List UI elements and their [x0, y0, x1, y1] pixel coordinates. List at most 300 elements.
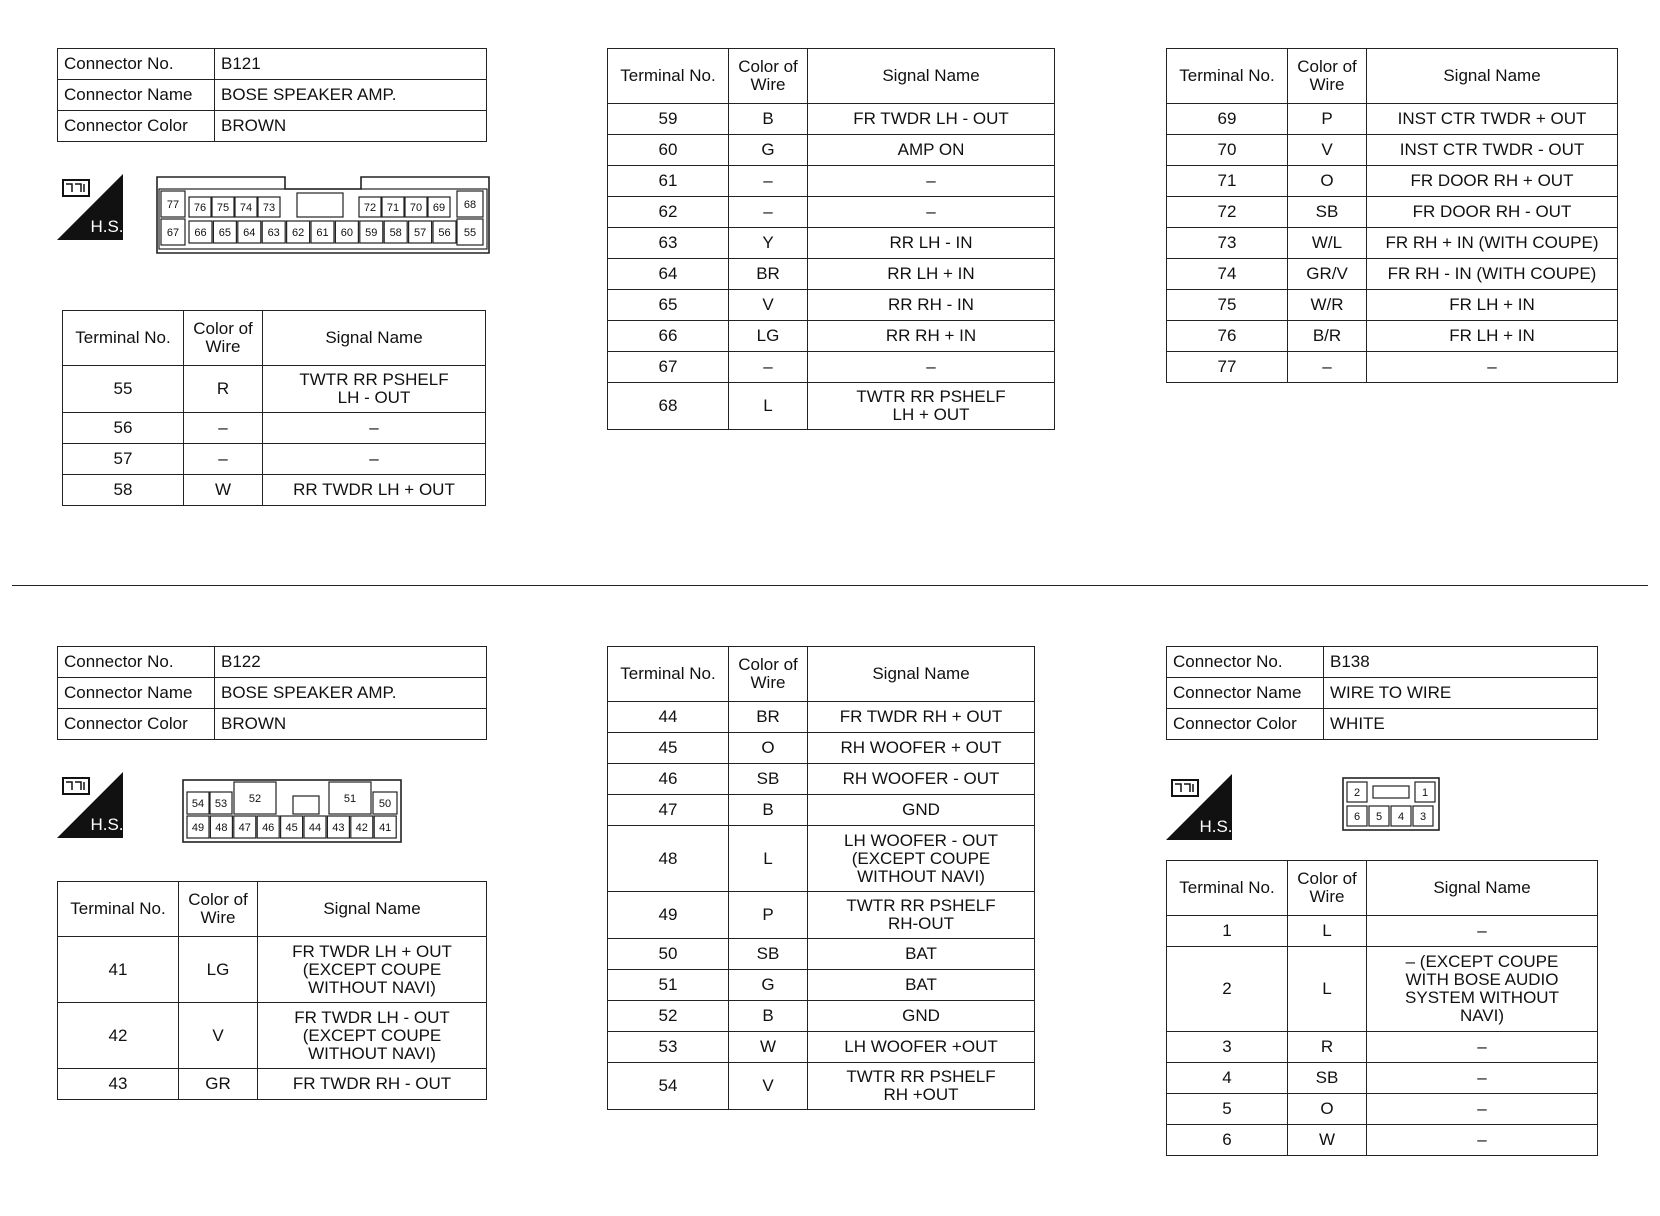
- pin-number: 76: [193, 202, 207, 214]
- table-row: [608, 197, 1055, 228]
- signal-name-line: RR RH - IN: [888, 295, 974, 314]
- terminal-no-cell: 63: [608, 228, 729, 259]
- terminal-no-cell: 46: [608, 764, 729, 795]
- pin-number: 51: [343, 793, 357, 805]
- signal-name-cell: [808, 104, 1055, 135]
- pin-number: 46: [262, 822, 275, 834]
- terminal-no-cell: 70: [1167, 135, 1288, 166]
- table-row: [63, 413, 486, 444]
- signal-name-line: WITHOUT NAVI): [308, 1043, 436, 1063]
- connector-no-label: Connector No.: [58, 647, 215, 678]
- signal-name-line: – (EXCEPT COUPE: [1405, 952, 1559, 971]
- signal-name-cell: [258, 937, 487, 1003]
- terminal-no-cell: 53: [608, 1032, 729, 1063]
- signal-name-cell: [1367, 104, 1618, 135]
- terminal-no-cell: 68: [608, 383, 729, 430]
- wire-color-cell: B: [729, 795, 808, 826]
- signal-name-line: RR TWDR LH + OUT: [293, 480, 455, 499]
- signal-name-cell: [808, 939, 1035, 970]
- terminal-no-cell: 61: [608, 166, 729, 197]
- terminal-no-cell: 42: [58, 1003, 179, 1069]
- pin-number: 44: [308, 822, 322, 834]
- table-row: [608, 1001, 1035, 1032]
- pin-number: 67: [166, 227, 180, 239]
- signal-name-line: RR LH + IN: [887, 264, 975, 283]
- signal-name-header: Signal Name: [263, 311, 486, 366]
- signal-name-header: Signal Name: [808, 647, 1035, 702]
- signal-name-cell: [1367, 1032, 1598, 1063]
- wire-color-cell: –: [729, 166, 808, 197]
- connector-name-label: Connector Name: [58, 80, 215, 111]
- table-row: [1167, 135, 1618, 166]
- signal-name-line: –: [1477, 921, 1487, 940]
- signal-name-line: LH + OUT: [892, 405, 970, 424]
- wire-color-cell: G: [729, 135, 808, 166]
- wire-color-cell: SB: [729, 939, 808, 970]
- table-row: [1167, 104, 1618, 135]
- signal-name-cell: [1367, 321, 1618, 352]
- terminal-no-header: Terminal No.: [608, 647, 729, 702]
- terminal-no-cell: 6: [1167, 1125, 1288, 1156]
- b138-connector-info: [1166, 646, 1598, 740]
- signal-name-cell: [1367, 290, 1618, 321]
- table-row: [608, 970, 1035, 1001]
- pin-cell: [297, 193, 343, 217]
- pin-number: 54: [191, 798, 205, 810]
- wire-color-cell: B: [729, 104, 808, 135]
- signal-name-line: RH-OUT: [887, 914, 955, 933]
- table-row: [1167, 259, 1618, 290]
- wire-color-cell: SB: [1288, 1063, 1367, 1094]
- signal-name-cell: [808, 1063, 1035, 1110]
- signal-name-line: FR TWDR LH - OUT: [294, 1007, 450, 1027]
- pin-number: 71: [386, 202, 400, 214]
- wire-color-cell: SB: [1288, 197, 1367, 228]
- wire-color-cell: P: [1288, 104, 1367, 135]
- signal-name-line: FR TWDR LH - OUT: [853, 109, 1009, 128]
- signal-name-line: FR RH - IN (WITH COUPE): [1387, 264, 1597, 283]
- terminal-no-cell: 57: [63, 444, 184, 475]
- terminal-no-cell: 52: [608, 1001, 729, 1032]
- pin-number: 72: [363, 202, 377, 214]
- terminal-no-cell: 58: [63, 475, 184, 506]
- signal-name-line: RH +OUT: [883, 1085, 959, 1104]
- wire-color-header: Color of Wire: [1288, 861, 1367, 916]
- terminal-no-header: Terminal No.: [608, 49, 729, 104]
- hs-harness-side-icon: [57, 174, 123, 240]
- signal-name-cell: [808, 970, 1035, 1001]
- wire-color-cell: GR: [179, 1069, 258, 1100]
- pin-number: 3: [1419, 811, 1427, 823]
- terminal-table-41-43: [57, 881, 487, 1100]
- wire-color-cell: O: [729, 733, 808, 764]
- signal-name-line: FR DOOR RH + OUT: [1410, 171, 1574, 190]
- terminal-no-cell: 45: [608, 733, 729, 764]
- signal-name-line: FR TWDR LH + OUT: [292, 941, 452, 961]
- wire-color-cell: V: [1288, 135, 1367, 166]
- table-row: [608, 259, 1055, 290]
- signal-name-cell: [1367, 947, 1598, 1032]
- signal-name-line: –: [926, 171, 936, 190]
- pin-number: 43: [332, 822, 345, 834]
- signal-name-line: INST CTR TWDR - OUT: [1399, 140, 1585, 159]
- signal-name-cell: [808, 259, 1055, 290]
- terminal-table-44-54: [607, 646, 1035, 1110]
- wire-color-cell: –: [184, 413, 263, 444]
- table-row: [608, 1032, 1035, 1063]
- connector-name-value: WIRE TO WIRE: [1324, 678, 1598, 709]
- table-row: [608, 135, 1055, 166]
- terminal-no-cell: 62: [608, 197, 729, 228]
- signal-name-cell: [1367, 1063, 1598, 1094]
- signal-name-line: INST CTR TWDR + OUT: [1397, 109, 1587, 128]
- signal-name-cell: [808, 795, 1035, 826]
- signal-name-header: Signal Name: [1367, 861, 1598, 916]
- connector-color-label: Connector Color: [1167, 709, 1324, 740]
- connector-color-value: BROWN: [215, 111, 487, 142]
- terminal-no-cell: 71: [1167, 166, 1288, 197]
- table-row: [1167, 916, 1598, 947]
- pin-number: 58: [389, 227, 402, 239]
- pin-number: 77: [166, 199, 180, 211]
- connector-color-label: Connector Color: [58, 111, 215, 142]
- table-row: [63, 475, 486, 506]
- pin-number: 62: [291, 227, 305, 239]
- wire-color-cell: R: [184, 366, 263, 413]
- terminal-no-cell: 49: [608, 892, 729, 939]
- connector-name-label: Connector Name: [58, 678, 215, 709]
- wire-color-cell: L: [1288, 916, 1367, 947]
- signal-name-line: (EXCEPT COUPE: [851, 848, 991, 868]
- hs-label: H.S.: [90, 815, 123, 834]
- signal-name-line: LH WOOFER - OUT: [844, 830, 998, 850]
- pin-number: 68: [463, 199, 477, 211]
- terminal-no-cell: 75: [1167, 290, 1288, 321]
- signal-name-line: GND: [902, 800, 940, 819]
- signal-name-line: WITHOUT NAVI): [308, 977, 436, 997]
- wire-color-cell: G: [729, 970, 808, 1001]
- signal-name-cell: [808, 892, 1035, 939]
- signal-name-cell: [808, 1032, 1035, 1063]
- signal-name-line: FR TWDR RH + OUT: [839, 707, 1003, 726]
- terminal-no-cell: 67: [608, 352, 729, 383]
- terminal-no-cell: 43: [58, 1069, 179, 1100]
- connector-no-label: Connector No.: [58, 49, 215, 80]
- table-row: [608, 1063, 1035, 1110]
- table-row: [608, 795, 1035, 826]
- pin-number: 49: [191, 822, 205, 834]
- terminal-no-cell: 41: [58, 937, 179, 1003]
- table-row: [608, 764, 1035, 795]
- terminal-no-cell: 48: [608, 826, 729, 892]
- signal-name-cell: [263, 444, 486, 475]
- wire-color-cell: W: [184, 475, 263, 506]
- terminal-no-cell: 44: [608, 702, 729, 733]
- table-row: [608, 228, 1055, 259]
- terminal-no-header: Terminal No.: [1167, 49, 1288, 104]
- terminal-no-cell: 77: [1167, 352, 1288, 383]
- pin-number: 65: [218, 227, 232, 239]
- terminal-no-cell: 5: [1167, 1094, 1288, 1125]
- signal-name-cell: [808, 228, 1055, 259]
- pin-number: 4: [1397, 811, 1405, 823]
- signal-name-line: BAT: [905, 944, 937, 963]
- signal-name-line: FR DOOR RH - OUT: [1412, 202, 1572, 221]
- wire-color-cell: GR/V: [1288, 259, 1367, 290]
- table-row: [63, 444, 486, 475]
- table-row: [1167, 352, 1618, 383]
- wire-color-cell: R: [1288, 1032, 1367, 1063]
- b121-connector-face: [155, 175, 491, 260]
- connector-color-value: BROWN: [215, 709, 487, 740]
- signal-name-line: SYSTEM WITHOUT: [1405, 988, 1559, 1007]
- pin-number: 2: [1353, 787, 1361, 799]
- connector-no-value: B122: [215, 647, 487, 678]
- terminal-table-55-58: [62, 310, 486, 506]
- wire-color-header: Color of Wire: [729, 49, 808, 104]
- table-row: [58, 937, 487, 1003]
- terminal-no-cell: 47: [608, 795, 729, 826]
- signal-name-line: FR RH + IN (WITH COUPE): [1385, 233, 1599, 252]
- pin-number: 1: [1421, 787, 1429, 799]
- wire-color-cell: –: [729, 197, 808, 228]
- terminal-table-59-68: [607, 48, 1055, 430]
- table-row: [63, 366, 486, 413]
- pin-number: 73: [262, 202, 276, 214]
- signal-name-line: TWTR RR PSHELF: [846, 896, 996, 915]
- pin-cell: [293, 796, 319, 814]
- signal-name-cell: [808, 166, 1055, 197]
- terminal-no-cell: 51: [608, 970, 729, 1001]
- table-row: [608, 733, 1035, 764]
- terminal-no-cell: 60: [608, 135, 729, 166]
- wire-color-header: Color of Wire: [179, 882, 258, 937]
- signal-name-line: RR LH - IN: [889, 233, 973, 252]
- table-row: [1167, 197, 1618, 228]
- terminal-no-cell: 1: [1167, 916, 1288, 947]
- wire-color-cell: BR: [729, 259, 808, 290]
- terminal-no-cell: 59: [608, 104, 729, 135]
- table-row: [1167, 947, 1598, 1032]
- terminal-no-cell: 4: [1167, 1063, 1288, 1094]
- table-row: [608, 290, 1055, 321]
- signal-name-line: RR RH + IN: [885, 326, 977, 345]
- terminal-no-cell: 74: [1167, 259, 1288, 290]
- pin-number: 64: [243, 227, 256, 239]
- signal-name-line: RH WOOFER + OUT: [840, 738, 1002, 757]
- terminal-table-1-6: [1166, 860, 1598, 1156]
- signal-name-line: LH - OUT: [337, 388, 411, 407]
- pin-number: 57: [413, 227, 427, 239]
- wire-color-cell: L: [1288, 947, 1367, 1032]
- table-row: [1167, 1032, 1598, 1063]
- pin-number: 41: [379, 822, 392, 834]
- table-row: [608, 166, 1055, 197]
- terminal-no-cell: 2: [1167, 947, 1288, 1032]
- signal-name-line: –: [1487, 357, 1497, 376]
- terminal-table-69-77: [1166, 48, 1618, 383]
- wire-color-cell: W: [1288, 1125, 1367, 1156]
- wire-color-cell: V: [179, 1003, 258, 1069]
- pin-number: 59: [365, 227, 378, 239]
- terminal-no-cell: 66: [608, 321, 729, 352]
- terminal-no-cell: 50: [608, 939, 729, 970]
- signal-name-line: TWTR RR PSHELF: [299, 370, 449, 389]
- signal-name-cell: [1367, 197, 1618, 228]
- pin-number: 60: [340, 227, 354, 239]
- wire-color-cell: LG: [179, 937, 258, 1003]
- wire-color-cell: P: [729, 892, 808, 939]
- section-divider: [12, 585, 1648, 586]
- signal-name-line: BAT: [905, 975, 937, 994]
- signal-name-cell: [808, 383, 1055, 430]
- table-row: [58, 1069, 487, 1100]
- terminal-no-header: Terminal No.: [58, 882, 179, 937]
- signal-name-cell: [808, 1001, 1035, 1032]
- table-row: [608, 702, 1035, 733]
- wire-color-cell: LG: [729, 321, 808, 352]
- signal-name-cell: [1367, 1125, 1598, 1156]
- signal-name-line: RH WOOFER - OUT: [842, 769, 1000, 788]
- signal-name-line: WITH BOSE AUDIO: [1405, 970, 1559, 989]
- signal-name-cell: [808, 702, 1035, 733]
- pin-number: 75: [216, 202, 230, 214]
- signal-name-cell: [1367, 259, 1618, 290]
- table-row: [608, 892, 1035, 939]
- terminal-no-cell: 64: [608, 259, 729, 290]
- pin-number: 56: [438, 227, 451, 239]
- wire-color-cell: –: [1288, 352, 1367, 383]
- signal-name-line: LH WOOFER +OUT: [844, 1037, 998, 1056]
- terminal-no-cell: 56: [63, 413, 184, 444]
- pin-number: 42: [355, 822, 368, 834]
- wire-color-cell: –: [729, 352, 808, 383]
- signal-name-header: Signal Name: [1367, 49, 1618, 104]
- table-row: [1167, 1063, 1598, 1094]
- wire-color-cell: V: [729, 290, 808, 321]
- signal-name-cell: [808, 764, 1035, 795]
- table-row: [608, 352, 1055, 383]
- table-row: [1167, 166, 1618, 197]
- wire-color-cell: L: [729, 383, 808, 430]
- terminal-no-cell: 65: [608, 290, 729, 321]
- table-row: [1167, 228, 1618, 259]
- terminal-no-cell: 72: [1167, 197, 1288, 228]
- wire-color-cell: BR: [729, 702, 808, 733]
- pin-number: 50: [378, 798, 392, 810]
- wire-color-header: Color of Wire: [1288, 49, 1367, 104]
- wire-color-header: Color of Wire: [729, 647, 808, 702]
- signal-name-line: AMP ON: [897, 140, 965, 159]
- connector-color-value: WHITE: [1324, 709, 1598, 740]
- signal-name-line: FR LH + IN: [1449, 326, 1535, 345]
- signal-name-header: Signal Name: [258, 882, 487, 937]
- signal-name-cell: [258, 1069, 487, 1100]
- pin-number: 74: [239, 202, 253, 214]
- hs-label: H.S.: [90, 217, 123, 236]
- signal-name-line: TWTR RR PSHELF: [846, 1067, 996, 1086]
- terminal-no-cell: 73: [1167, 228, 1288, 259]
- signal-name-line: –: [1477, 1130, 1487, 1149]
- signal-name-line: –: [369, 418, 379, 437]
- wire-color-cell: –: [184, 444, 263, 475]
- connector-no-value: B121: [215, 49, 487, 80]
- signal-name-cell: [1367, 228, 1618, 259]
- signal-name-cell: [808, 733, 1035, 764]
- signal-name-cell: [1367, 352, 1618, 383]
- signal-name-cell: [808, 135, 1055, 166]
- signal-name-line: FR LH + IN: [1449, 295, 1535, 314]
- wire-color-cell: L: [729, 826, 808, 892]
- wire-color-cell: SB: [729, 764, 808, 795]
- signal-name-line: (EXCEPT COUPE: [302, 1025, 442, 1045]
- pin-number: 63: [267, 227, 280, 239]
- signal-name-cell: [808, 352, 1055, 383]
- hs-label: H.S.: [1199, 817, 1232, 836]
- pin-number: 61: [316, 227, 329, 239]
- signal-name-line: –: [926, 202, 936, 221]
- signal-name-line: –: [369, 449, 379, 468]
- pin-number: 66: [194, 227, 207, 239]
- pin-number: 6: [1353, 811, 1361, 823]
- table-row: [608, 321, 1055, 352]
- signal-name-cell: [808, 197, 1055, 228]
- pin-number: 5: [1375, 811, 1383, 823]
- connector-name-value: BOSE SPEAKER AMP.: [215, 80, 487, 111]
- pin-number: 48: [215, 822, 228, 834]
- table-row: [608, 826, 1035, 892]
- hs-harness-side-icon: [57, 772, 123, 838]
- connector-color-label: Connector Color: [58, 709, 215, 740]
- table-row: [58, 1003, 487, 1069]
- signal-name-cell: [1367, 166, 1618, 197]
- signal-name-cell: [1367, 1094, 1598, 1125]
- pin-number: 53: [214, 798, 228, 810]
- wire-color-cell: W: [729, 1032, 808, 1063]
- terminal-no-header: Terminal No.: [1167, 861, 1288, 916]
- signal-name-cell: [808, 826, 1035, 892]
- signal-name-cell: [263, 475, 486, 506]
- pin-number: 70: [409, 202, 423, 214]
- wire-color-cell: V: [729, 1063, 808, 1110]
- table-row: [608, 939, 1035, 970]
- b121-connector-info: [57, 48, 487, 142]
- wire-color-cell: B: [729, 1001, 808, 1032]
- signal-name-line: –: [926, 357, 936, 376]
- terminal-no-cell: 54: [608, 1063, 729, 1110]
- connector-name-value: BOSE SPEAKER AMP.: [215, 678, 487, 709]
- wire-color-cell: O: [1288, 166, 1367, 197]
- signal-name-line: WITHOUT NAVI): [857, 866, 985, 886]
- terminal-no-cell: 76: [1167, 321, 1288, 352]
- pin-number: 55: [463, 227, 477, 239]
- table-row: [1167, 290, 1618, 321]
- table-row: [608, 383, 1055, 430]
- signal-name-cell: [808, 290, 1055, 321]
- b122-connector-face: [181, 778, 403, 849]
- signal-name-line: –: [1477, 1068, 1487, 1087]
- connector-no-label: Connector No.: [1167, 647, 1324, 678]
- signal-name-line: FR TWDR RH - OUT: [292, 1074, 452, 1093]
- b138-connector-face: [1341, 776, 1441, 837]
- wire-color-cell: W/R: [1288, 290, 1367, 321]
- terminal-no-cell: 3: [1167, 1032, 1288, 1063]
- signal-name-cell: [1367, 916, 1598, 947]
- signal-name-line: GND: [902, 1006, 940, 1025]
- wire-color-cell: Y: [729, 228, 808, 259]
- connector-no-value: B138: [1324, 647, 1598, 678]
- connector-name-label: Connector Name: [1167, 678, 1324, 709]
